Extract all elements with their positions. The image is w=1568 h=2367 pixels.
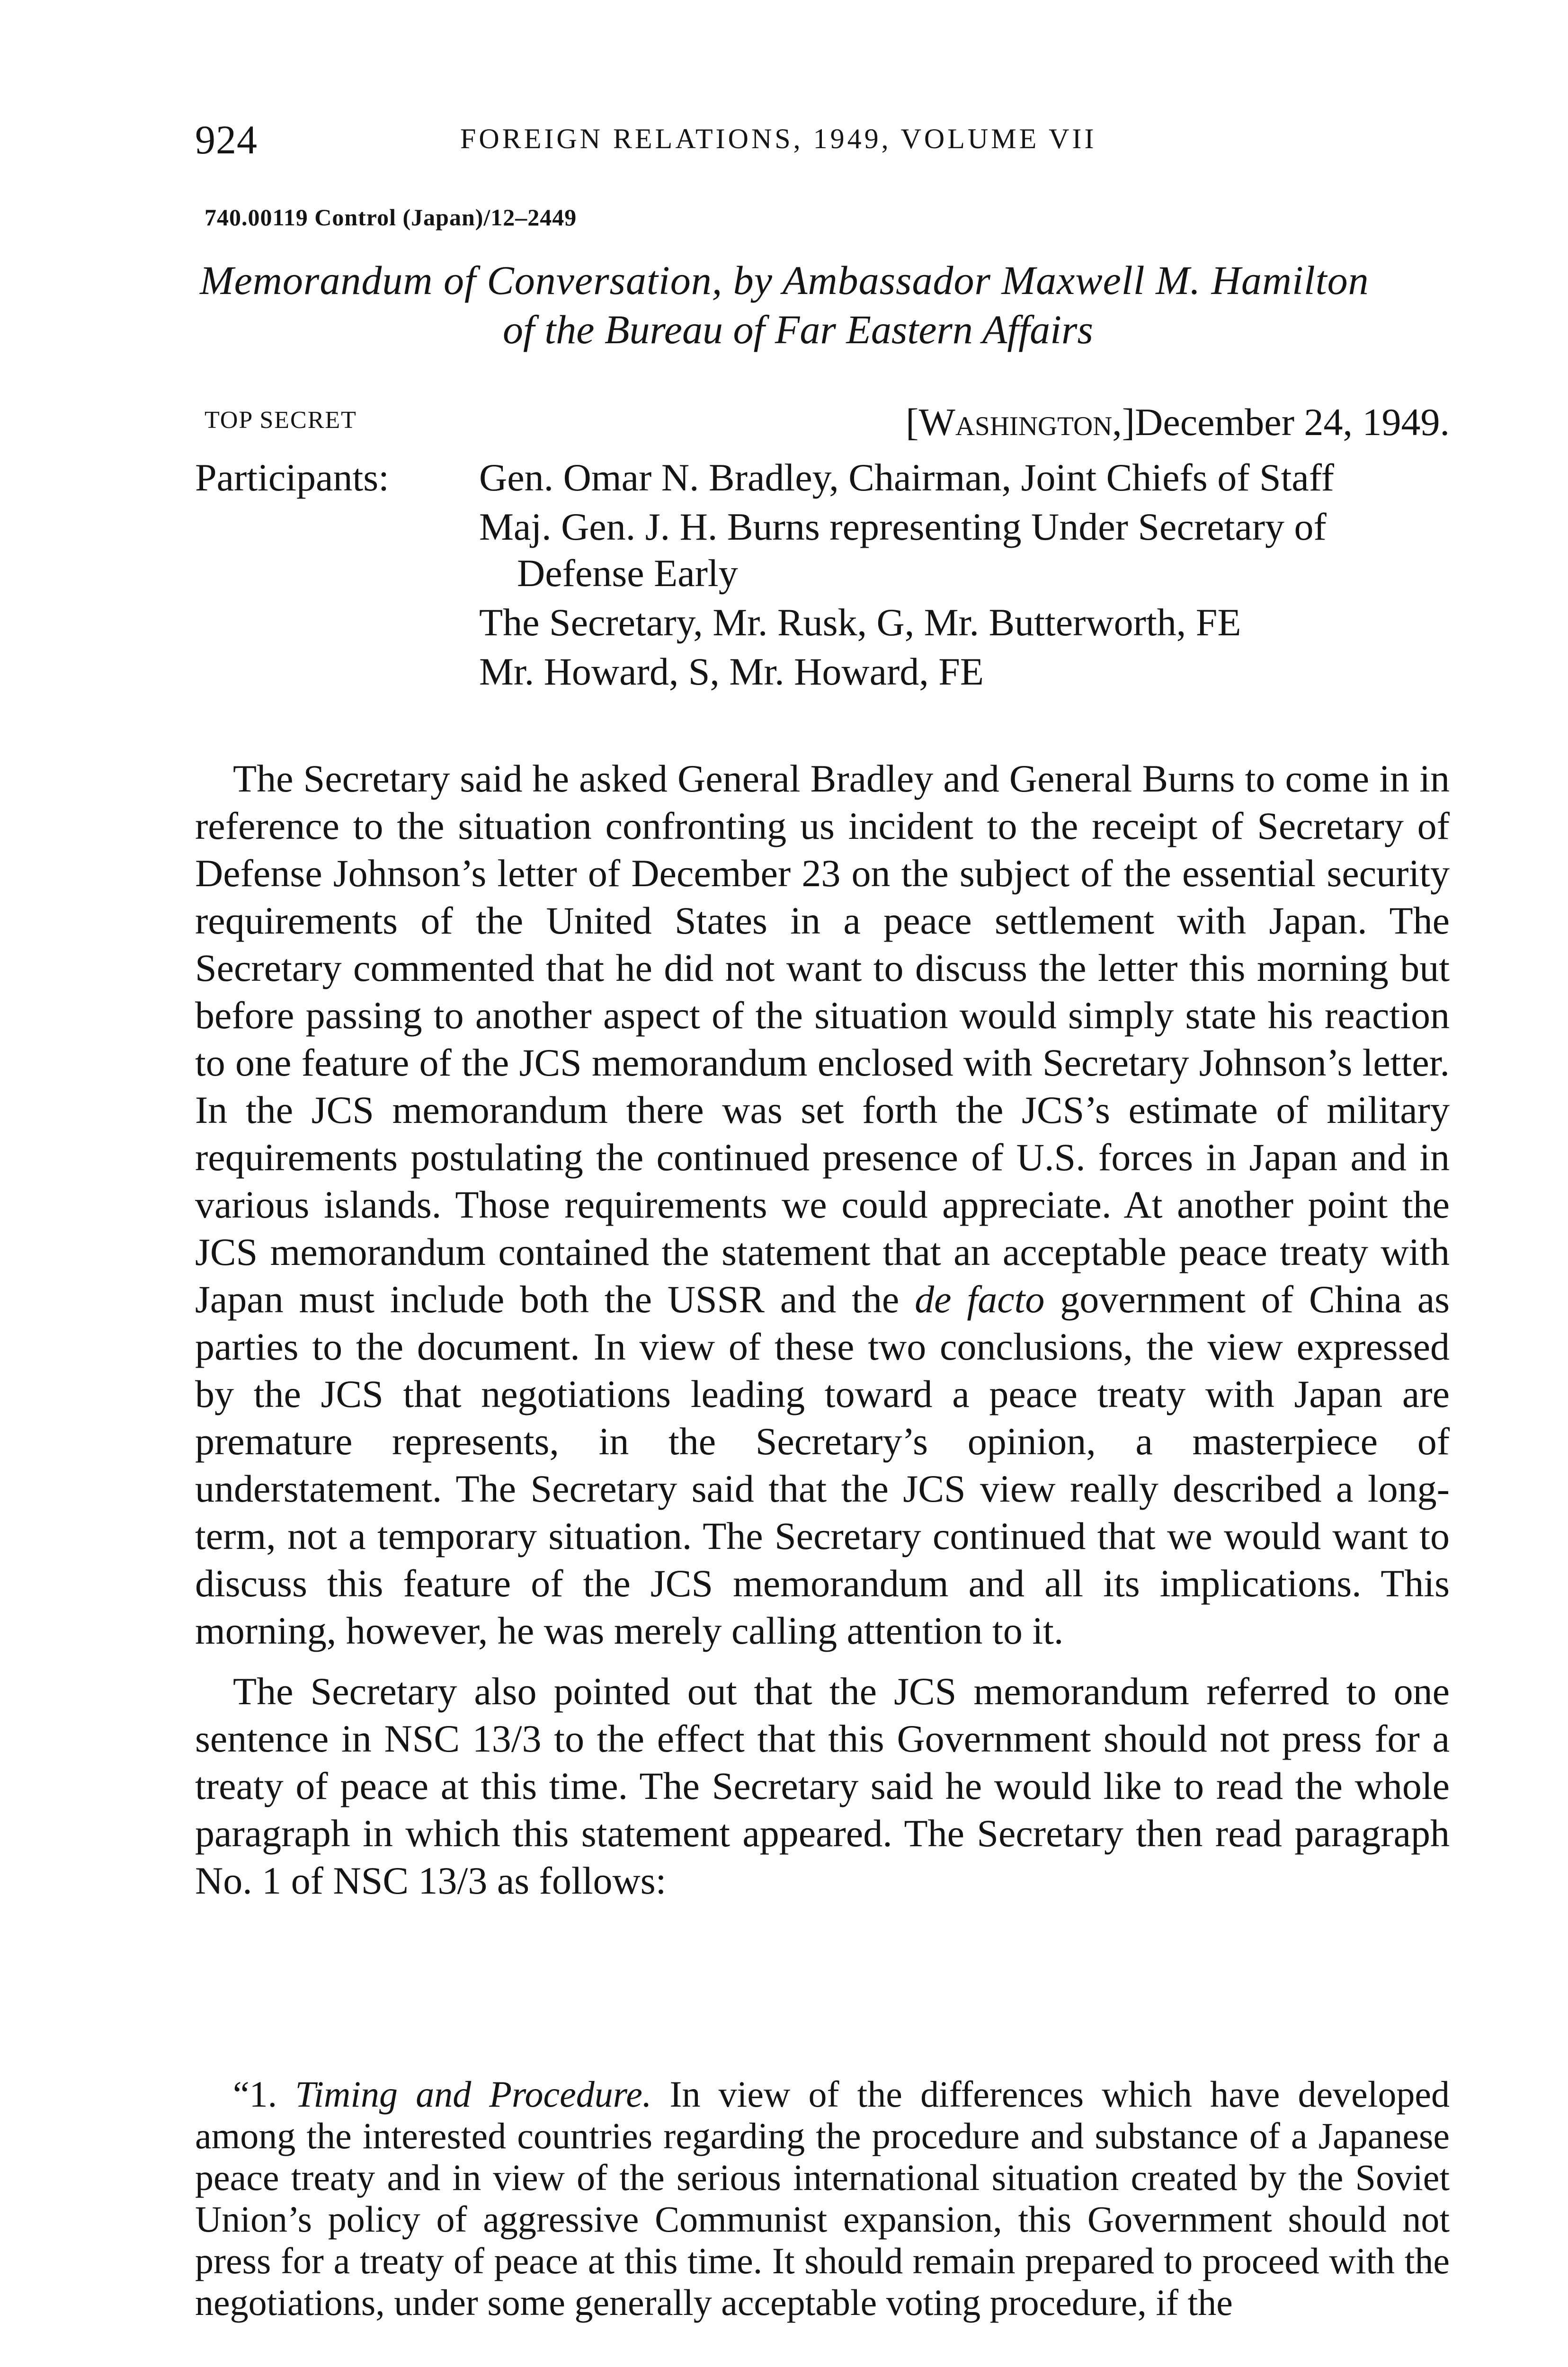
participants-label: Participants: bbox=[195, 456, 389, 499]
classification-label: TOP SECRET bbox=[205, 407, 357, 434]
dateline-place: [Washington,] bbox=[906, 400, 1135, 444]
quote-open: “1. bbox=[233, 2073, 277, 2115]
quoted-paragraph bbox=[195, 2073, 1450, 2323]
participant-item: Maj. Gen. J. H. Burns representing Under Secretary of Defense Early bbox=[479, 505, 1327, 595]
document-title-line-1: Memorandum of Conversation, by Ambassador Maxwell M. Hamilton bbox=[200, 258, 1369, 303]
dateline-date: December 24, 1949. bbox=[1135, 400, 1450, 444]
dateline bbox=[906, 400, 1450, 445]
page-number: 924 bbox=[195, 117, 258, 162]
page-header bbox=[195, 116, 1450, 168]
participant-item: Mr. Howard, S, Mr. Howard, FE bbox=[479, 650, 984, 693]
participant-item: Gen. Omar N. Bradley, Chairman, Joint Chiefs of Staff bbox=[479, 456, 1334, 499]
body-paragraph-2: The Secretary also pointed out that the JCS memorandum referred to one sentence in NSC 13/3 to the effect that this Government should not press for a treaty of peace at this time. The Secretary said he would like to read the whole paragraph in which this statement appeared. The Secretary then read paragraph No. 1 of NSC 13/3 as follows: bbox=[195, 1670, 1450, 1902]
quote-text: In view of the differences which have developed among the interested countries regarding the procedure and substance of a Japanese peace treaty and in view of the serious international situation created by the Soviet Union’s policy of aggressive Communist expansion, this Government should not press for a treaty of peace at this time. It should remain prepared to proceed with the negotiations, under some generally acceptable voting procedure, if the bbox=[195, 2073, 1450, 2323]
body-paragraph-1-part-a: The Secretary said he asked General Bradley and General Burns to come in in reference to the situation confronting us incident to the receipt of Secretary of Defense Johnson’s letter of December 23 on the subject of the essential security requirements of the United States in a peace settlement with Japan. The Secretary commented that he did not want to discuss the letter this morning but before passing to another aspect of the situation would simply state his reaction to one feature of the JCS memorandum enclosed with Secretary Johnson’s letter. In the JCS memorandum there was set forth the JCS’s estimate of military requirements postulating the continued presence of U.S. forces in Japan and in various islands. Those requirements we could appreciate. At another point the JCS memorandum contained the statement that an acceptable peace treaty with Japan must include both the USSR and the bbox=[195, 757, 1450, 1321]
quote-heading: Timing and Procedure. bbox=[295, 2073, 652, 2115]
participant-item: The Secretary, Mr. Rusk, G, Mr. Butterworth, FE bbox=[479, 601, 1241, 644]
document-title bbox=[195, 256, 1450, 354]
file-reference: 740.00119 Control (Japan)/12–2449 bbox=[205, 204, 577, 231]
body-paragraph-1-italic: de facto bbox=[915, 1278, 1045, 1321]
running-head: FOREIGN RELATIONS, 1949, VOLUME VII bbox=[460, 123, 1097, 154]
memorandum-body bbox=[195, 755, 1450, 1918]
body-paragraph-1 bbox=[195, 755, 1450, 1655]
document-title-line-2: of the Bureau of Far Eastern Affairs bbox=[503, 307, 1093, 352]
participants-list bbox=[479, 454, 1450, 698]
body-paragraph-1-part-b: government of China as parties to the document. In view of these two conclusions, the view expressed by the JCS that negotiations leading toward a peace treaty with Japan are premature represents, in the Secretary’s opinion, a masterpiece of understatement. The Secretary said that the JCS view really described a long-term, not a temporary situation. The Secretary continued that we would want to discuss this feature of the JCS memorandum and all its implications. This morning, however, he was merely calling attention to it. bbox=[195, 1278, 1450, 1652]
